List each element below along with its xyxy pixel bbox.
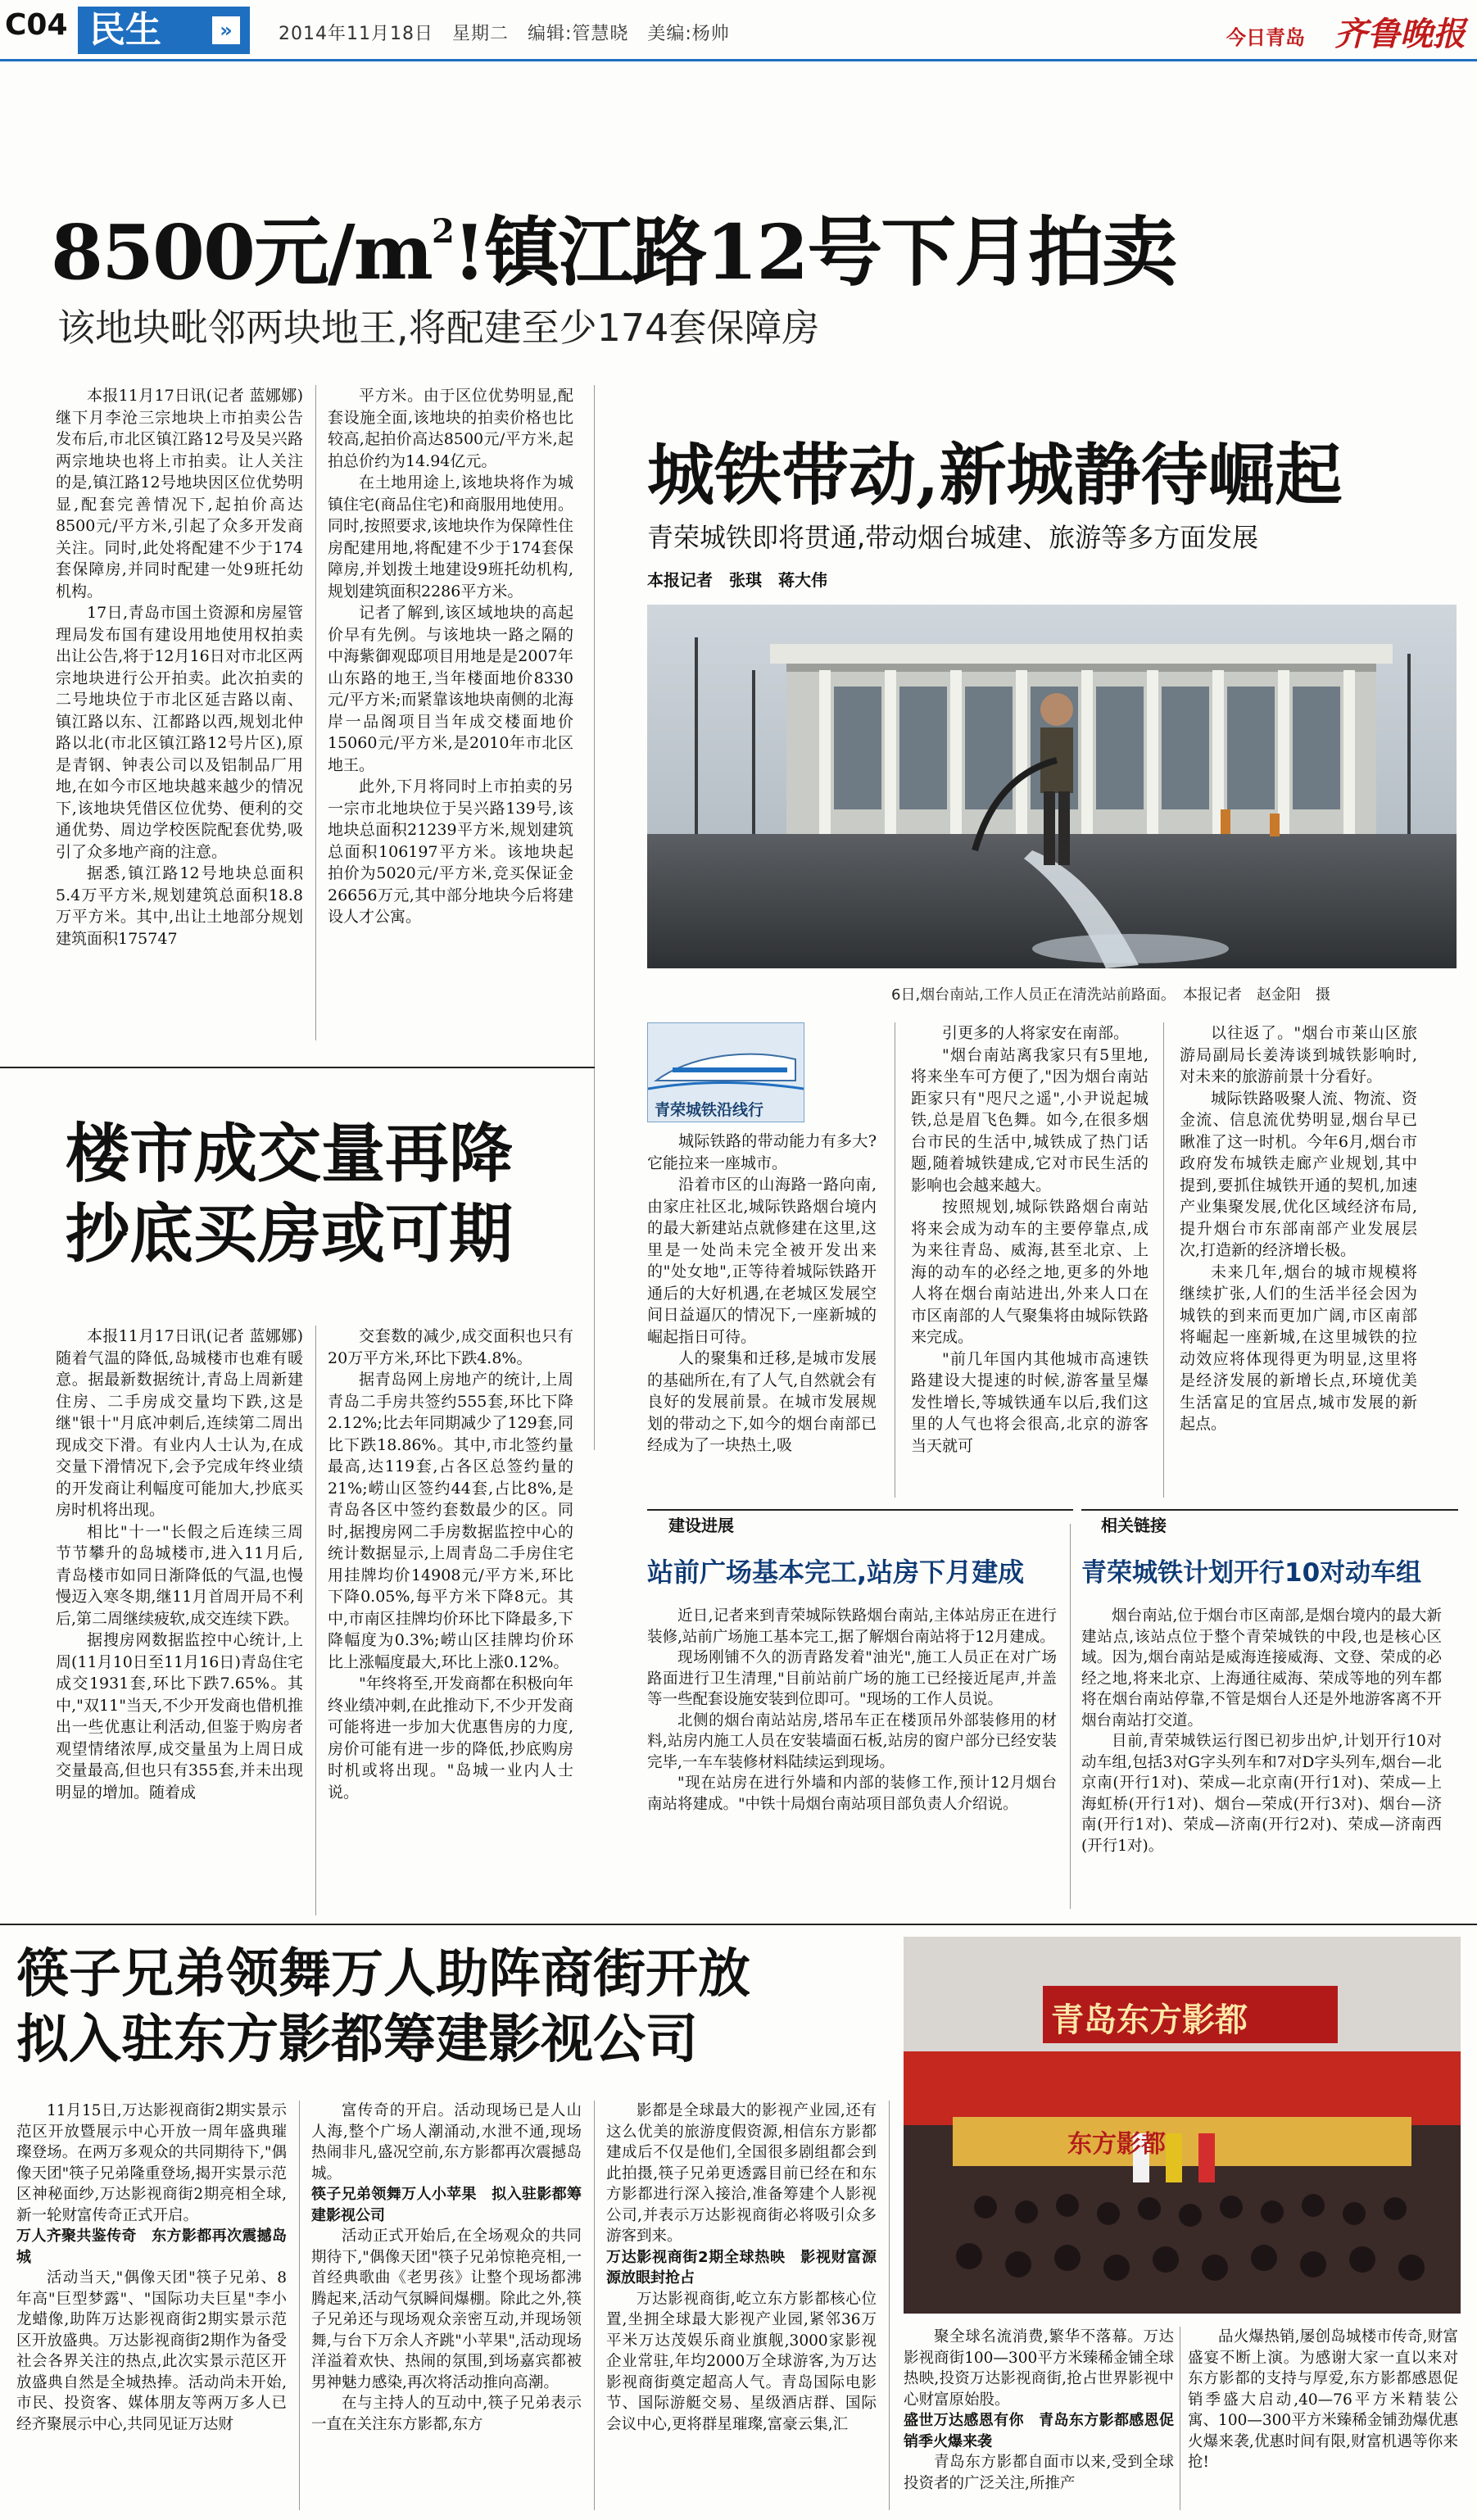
a2-column-1 bbox=[647, 1131, 877, 1499]
paragraph: 万达影视商街,屹立东方影都核心位置,坐拥全球最大影视产业园,紧邻36万平米万达茂娱乐商业旗舰,3000家影视企业常驻,年均2000万全球游客,为万达影视商街奠定超高人气。青岛国际电影节、国际游艇交易、星级酒店群、国际会议中心,更将群星璀璨,富豪云集,汇 bbox=[606, 2290, 877, 2433]
column-divider bbox=[1070, 1524, 1071, 1909]
paragraph: 沿着市区的山海路一路向南,由家庄社区北,城际铁路烟台境内的最大新建站点就修建在这里,这里是一处尚未完全被开发出来的"处女地",正等待着城际铁路开通后的大好机遇,在老城区发展空间日益逼仄的情况下,一座新城的崛起指日可待。 bbox=[647, 1176, 877, 1346]
subhead: 筷子兄弟领舞万人小苹果 拟入驻影都筹建影视公司 bbox=[311, 2186, 582, 2224]
paragraph: 青岛东方影都自面市以来,受到全球投资者的广泛关注,所推产 bbox=[904, 2454, 1174, 2492]
column-label: 今日青岛 bbox=[1226, 26, 1305, 49]
double-chevron-icon: » bbox=[212, 16, 240, 44]
paragraph: 本报11月17日讯(记者 蓝娜娜) 继下月李沧三宗地块上市拍卖公告发布后,市北区镇江路12号及吴兴路两宗地块也将上市拍卖。让人关注的是,镇江路12号地块因区位优势明显,配套完善情况下,起拍价高达8500元/平方米,引起了众多开发商关注。同时,此处将配建不少于174套保障房,并同时配建一处9班托幼机构。 bbox=[56, 387, 303, 601]
paragraph: 据青岛网上房地产的统计,上周青岛二手房共签约555套,环比下降2.12%;比去年同期减少了129套,同比下跌18.86%。其中,市北签约量最高,达119套,占各区总签约量的21%;崂山区签约44套,占比8%,是青岛各区中签约套数最少的区。同时,据搜房网二手房数据监控中心的统计数据显示,上周青岛二手房住宅用挂牌均价14908元/平方米,环比下降0.05%,每平方米下降8元。其中,市南区挂牌均价环比下降最多,下降幅度为0.3%;崂山区挂牌均价环比上涨幅度最大,环比上涨0.12%。 bbox=[328, 1371, 573, 1671]
column-divider bbox=[315, 1326, 316, 1915]
issue-meta: 2014年11月18日 星期二 编辑:管慧晓 美编:杨帅 bbox=[279, 24, 730, 44]
paragraph: 11月15日,万达影视商街2期实景示范区开放暨展示中心开放一周年盛典璀璨登场。在两万多观众的共同期待下,"偶像天团"筷子兄弟隆重登场,揭开实景示范区神秘面纱,万达影视商街2期亮相全球,新一轮财富传奇正式开启。 bbox=[16, 2102, 287, 2224]
a5-tag: 相关链接 bbox=[1094, 1512, 1173, 1536]
a3-column-2 bbox=[328, 1326, 573, 1917]
paragraph: 17日,青岛市国土资源和房屋管理局发布国有建设用地使用权拍卖出让公告,将于12月16日对市北区两宗地块进行公开拍卖。此次拍卖的二号地块位于市北区延吉路以南、镇江路以东、江都路以西,规划北仲路以北(市北区镇江路12号片区),原是青钢、钟表公司以及铝制品厂用地,在如今市区地块越来越少的情况下,该地块凭借区位优势、便利的交通优势、周边学校医院配套优势,吸引了众多地产商的注意。 bbox=[56, 604, 303, 861]
paragraph: "现在站房在进行外墙和内部的装修工作,预计12月烟台南站将建成。"中铁十局烟台南站项目部负责人介绍说。 bbox=[647, 1774, 1057, 1813]
a2-column-3 bbox=[1180, 1022, 1417, 1499]
paragraph: 引更多的人将家安在南部。 bbox=[942, 1024, 1130, 1042]
paragraph: 活动当天,"偶像天团"筷子兄弟、8年高"巨型梦露"、"国际功夫巨星"李小龙蜡像,助阵万达影视商街2期实景示范区开放盛典。万达影视商街2期作为备受社会各界关注的热点,此次实景示范区开放盛典自然是全城热捧。活动尚未开始,市民、投资客、媒体朋友等两万多人已经齐聚展示中心,共同见证万达财 bbox=[16, 2269, 287, 2433]
paragraph: 现场刚铺不久的沥青路发着"油光",施工人员正在对广场路面进行卫生清理,"目前站前广场的施工已经接近尾声,并盖等一些配套设施安装到位即可。"现场的工作人员说。 bbox=[647, 1649, 1057, 1708]
paragraph: 城际铁路吸聚人流、物流、资金流、信息流优势明显,烟台早已瞅准了这一时机。今年6月,烟台市政府发布城铁走廊产业规划,其中提到,要抓住城铁开通的契机,加速产业集聚发展,优化区域经济布局,提升烟台市东部南部产业发展层次,打造新的经济增长极。 bbox=[1180, 1089, 1417, 1259]
a6-column-5 bbox=[1188, 2327, 1458, 2510]
paragraph: "烟台南站离我家只有5里地,将来坐车可方便了,"因为烟台南站距家只有"咫尺之遥",小尹说起城铁,总是眉飞色舞。如今,在很多烟台市民的生活中,城铁成了热门话题,随着城铁建成,它对市民生活的影响也会越来越大。 bbox=[911, 1045, 1149, 1194]
paragraph: 本报11月17日讯(记者 蓝娜娜) 随着气温的降低,岛城楼市也难有暖意。据最新数据统计,青岛上周新建住房、二手房成交量均下跌,这是继"银十"月底冲刺后,连续第二周出现成交下滑。有业内人士认为,在成交量下滑情况下,会予完成年终业绩的开发商让利幅度可能加大,抄底买房时机将出现。 bbox=[56, 1327, 303, 1519]
section-rule bbox=[647, 1509, 1073, 1511]
a3-headline-line2: 抄底买房或可期 bbox=[66, 1197, 514, 1271]
paragraph: 北侧的烟台南站站房,塔吊车正在楼顶吊外部装修用的材料,站房内施工人员在安装墙面石板,站房的窗户部分已经安装完毕,一车车装修材料陆续运到现场。 bbox=[647, 1711, 1057, 1771]
section-rule bbox=[0, 1067, 595, 1068]
subhead: 盛世万达感恩有你 青岛东方影都感恩促销季火爆来袭 bbox=[904, 2412, 1174, 2450]
paragraph: 据悉,镇江路12号地块总面积5.4万平方米,规划建筑总面积18.8万平方米。其中,出让土地部分规划建筑面积175747 bbox=[56, 864, 303, 948]
a4-body bbox=[647, 1606, 1057, 1909]
paragraph: 以往返了。"烟台市莱山区旅游局副局长姜涛谈到城铁影响时,对未来的旅游前景十分看好。 bbox=[1180, 1024, 1417, 1086]
paragraph: 按照规划,城际铁路烟台南站将来会成为动车的主要停靠点,成为来往青岛、威海,甚至北京、上海的动车的必经之地,更多的外地人将在烟台南站进出,外来人口在市区南部的人气聚集将由城际铁路来完成。 bbox=[911, 1198, 1149, 1346]
column-divider bbox=[1163, 1022, 1164, 1498]
paragraph: 烟台南站,位于烟台市区南部,是烟台境内的最大新建站点,该站点位于整个青荣城铁的中段,也是核心区域。因为,烟台南站是威海连接威海、文登、荣成的必经之地,将来北京、上海通往威海、荣成等地的列车都将在烟台南站停靠,不管是烟台人还是外地游客离不开烟台南站打交道。 bbox=[1081, 1607, 1442, 1729]
paragraph: 富传奇的开启。活动现场已是人山人海,整个广场人潮涌动,水泄不通,现场热闹非凡,盛况空前,东方影都再次震撼岛城。 bbox=[311, 2102, 582, 2182]
page-number: C04 bbox=[5, 8, 68, 42]
column-divider bbox=[299, 2101, 300, 2510]
a6-column-1 bbox=[16, 2101, 287, 2510]
paragraph: 城际铁路的带动能力有多大?它能拉来一座城市。 bbox=[647, 1132, 877, 1172]
a2-headline: 城铁带动,新城静待崛起 bbox=[647, 436, 1343, 514]
paragraph: 在土地用途上,该地块将作为城镇住宅(商品住宅)和商服用地使用。同时,按照要求,该地块作为保障性住房配建用地,将配建不少于174套保障房,并划拨土地建设9班托幼机构,规划建筑面积2286平方米。 bbox=[328, 474, 573, 601]
paragraph: 未来几年,烟台的城市规模将继续扩张,人们的生活半径会因为城铁的到来而更加广阔,市区南部将崛起一座新城,在这里城铁的拉动效应将体现得更为明显,这里将是经济发展的新增长点,环境优美生活富足的宜居点,城市发展的新起点。 bbox=[1180, 1262, 1417, 1433]
paragraph: 相比"十一"长假之后连续三周节节攀升的岛城楼市,进入11月后,青岛楼市如同日渐降低的气温,也慢慢迈入寒冬期,继11月首周开局不利后,第二周继续疲软,成交连续下跌。 bbox=[56, 1522, 303, 1628]
a6-photo-banner: 青岛东方影都 bbox=[1051, 2001, 1248, 2039]
paragraph: "前几年国内其他城市高速铁路建设大提速的时候,游客量呈爆发性增长,等城铁通车以后,我们这里的人气也将会很高,北京的游客当天就可 bbox=[911, 1349, 1149, 1455]
a6-headline-line1: 筷子兄弟领舞万人助阵商街开放 bbox=[16, 1943, 750, 2005]
station-illustration bbox=[647, 605, 1457, 968]
a2-byline: 本报记者 张琪 蒋大伟 bbox=[647, 570, 827, 590]
a1-subhead: 该地块毗邻两块地王,将配建至少174套保障房 bbox=[57, 306, 820, 350]
a2-photo-railway-station bbox=[647, 605, 1457, 968]
newspaper-brand: 齐鲁晚报 bbox=[1334, 15, 1466, 53]
paragraph: 活动正式开始后,在全场观众的共同期待下,"偶像天团"筷子兄弟惊艳亮相,一首经典歌曲《老男孩》让整个现场都沸腾起来,活动气氛瞬间爆棚。除此之外,筷子兄弟还与现场观众亲密互动,并现场领舞,与台下万余人齐跳"小苹果",活动现场洋溢着欢快、热闹的氛围,到场嘉宾都被男神魅力感染,再次将活动推向高潮。 bbox=[311, 2228, 582, 2391]
paragraph: 影都是全球最大的影视产业园,还有这么优美的旅游度假资源,相信东方影都建成后不仅是他们,全国很多剧组都会到此拍摄,筷子兄弟更透露目前已经在和东方影都进行深入接洽,准备筹建个人影视公司,并表示万达影视商街必将吸引众多游客到来。 bbox=[606, 2102, 877, 2245]
paragraph: 此外,下月将同时上市拍卖的另一宗市北地块位于吴兴路139号,该地块总面积21239平方米,规划建筑总面积106197平方米。该地块起拍价为5020元/平方米,竞买保证金26656万元,其中部分地块今后将建设人才公寓。 bbox=[328, 777, 573, 926]
series-logo-label: 青荣城铁沿线行 bbox=[655, 1101, 764, 1119]
a2-column-2 bbox=[911, 1022, 1149, 1499]
a1-column-2 bbox=[328, 385, 573, 1040]
paragraph: 在与主持人的互动中,筷子兄弟表示一直在关注东方影都,东方 bbox=[311, 2395, 582, 2433]
subhead: 万人齐聚共鉴传奇 东方影都再次震撼岛城 bbox=[16, 2228, 287, 2266]
paragraph: 目前,青荣城铁运行图已初步出炉,计划开行10对动车组,包括3对G字头列车和7对D字头列车,烟台—北京南(开行1对)、荣成—北京南(开行1对)、荣成—上海虹桥(开行1对)、烟台—荣成(开行3对)、烟台—济南(开行1对)、荣成—济南(开行2对)、荣成—济南西(开行1对)。 bbox=[1081, 1733, 1442, 1855]
a5-body bbox=[1081, 1606, 1442, 1909]
paragraph: 交套数的减少,成交面积也只有20万平方米,环比下跌4.8%。 bbox=[328, 1327, 573, 1367]
a6-column-4 bbox=[904, 2327, 1174, 2510]
section-rule bbox=[0, 1924, 1477, 1925]
a6-column-3 bbox=[606, 2101, 877, 2510]
paragraph: 据搜房网数据监控中心统计,上周(11月10日至11月16日)青岛住宅成交1931套,环比下跌7.65%。其中,"双11"当天,不少开发商也借机推出一些优惠让利活动,但鉴于购房者观望情绪浓厚,成交量虽为上周日成交量最高,但也只有355套,并未出现明显的增加。随着成 bbox=[56, 1631, 303, 1802]
a6-column-2 bbox=[311, 2101, 582, 2510]
a4-tag: 建设进展 bbox=[662, 1512, 741, 1536]
event-stage-illustration bbox=[904, 1937, 1461, 2314]
paragraph: 近日,记者来到青荣城际铁路烟台南站,主体站房正在进行装修,站前广场施工基本完工,据了解烟台南站将于12月建成。 bbox=[647, 1607, 1057, 1646]
a1-headline: 8500元$/m^2$!镇江路12号下月拍卖 bbox=[51, 208, 1176, 297]
column-divider bbox=[594, 2101, 595, 2510]
header-rule bbox=[0, 59, 1477, 61]
paragraph: "年终将至,开发商都在积极向年终业绩冲刺,在此推动下,不少开发商可能将进一步加大优惠售房的力度,房价可能有进一步的降低,抄底购房时机或将出现。"岛城一业内人士说。 bbox=[328, 1675, 573, 1802]
column-divider bbox=[594, 385, 595, 1450]
a3-column-1 bbox=[56, 1326, 303, 1917]
a5-headline: 青荣城铁计划开行10对动车组 bbox=[1081, 1558, 1422, 1588]
a3-headline-line1: 楼市成交量再降 bbox=[66, 1117, 514, 1191]
high-speed-train-icon bbox=[648, 1023, 804, 1097]
paragraph: 记者了解到,该区域地块的高起价早有先例。与该地块一路之隔的中海紫御观邸项目用地是是2007年山东路的地王,当年楼面地价8330元/平方米;而紧靠该地块南侧的北海岸一品阁项目当年成交楼面地价15060元/平方米,是2010年市北区地王。 bbox=[328, 604, 573, 774]
a2-photo-caption: 6日,烟台南站,工作人员正在清洗站前路面。 本报记者 赵金阳 摄 bbox=[891, 986, 1330, 1004]
section-rule bbox=[1081, 1509, 1458, 1511]
column-divider bbox=[889, 2101, 890, 2510]
section-label: 民生 bbox=[89, 9, 161, 51]
a1-column-1 bbox=[56, 385, 303, 1040]
paragraph: 聚全球名流消费,繁华不落幕。万达影视商街100—300平方米臻稀金铺全球热映,投资万达影视商街,抢占世界影视中心财富原始股。 bbox=[904, 2328, 1174, 2409]
a4-headline: 站前广场基本完工,站房下月建成 bbox=[647, 1557, 1025, 1588]
a6-event-photo bbox=[904, 1937, 1461, 2314]
a6-headline-line2: 拟入驻东方影都筹建影视公司 bbox=[16, 2009, 698, 2070]
series-logo-box bbox=[647, 1022, 804, 1122]
paragraph: 品火爆热销,屡创岛城楼市传奇,财富盛宴不断上演。为感谢大家一直以来对东方影都的支持与厚爱,东方影都感恩促销季盛大启动,40—76平方米精装公寓、100—300平方米臻稀金铺劲爆优惠火爆来袭,优惠时间有限,财富机遇等你来抢! bbox=[1188, 2328, 1458, 2471]
a6-photo-stage-text: 东方影都 bbox=[1067, 2130, 1166, 2159]
subhead: 万达影视商街2期全球热映 影视财富源源放眼封抢占 bbox=[606, 2248, 877, 2287]
a2-subhead: 青荣城铁即将贯通,带动烟台城建、旅游等多方面发展 bbox=[647, 522, 1259, 553]
paragraph: 人的聚集和迁移,是城市发展的基础所在,有了人气,自然就会有良好的发展前景。在城市发展规划的带动之下,如今的烟台南部已经成为了一块热土,吸 bbox=[647, 1349, 877, 1454]
paragraph: 平方米。由于区位优势明显,配套设施全面,该地块的拍卖价格也比较高,起拍价高达8500元/平方米,起拍总价约为14.94亿元。 bbox=[328, 387, 573, 470]
column-divider bbox=[315, 385, 316, 1040]
section-tag bbox=[78, 7, 250, 54]
